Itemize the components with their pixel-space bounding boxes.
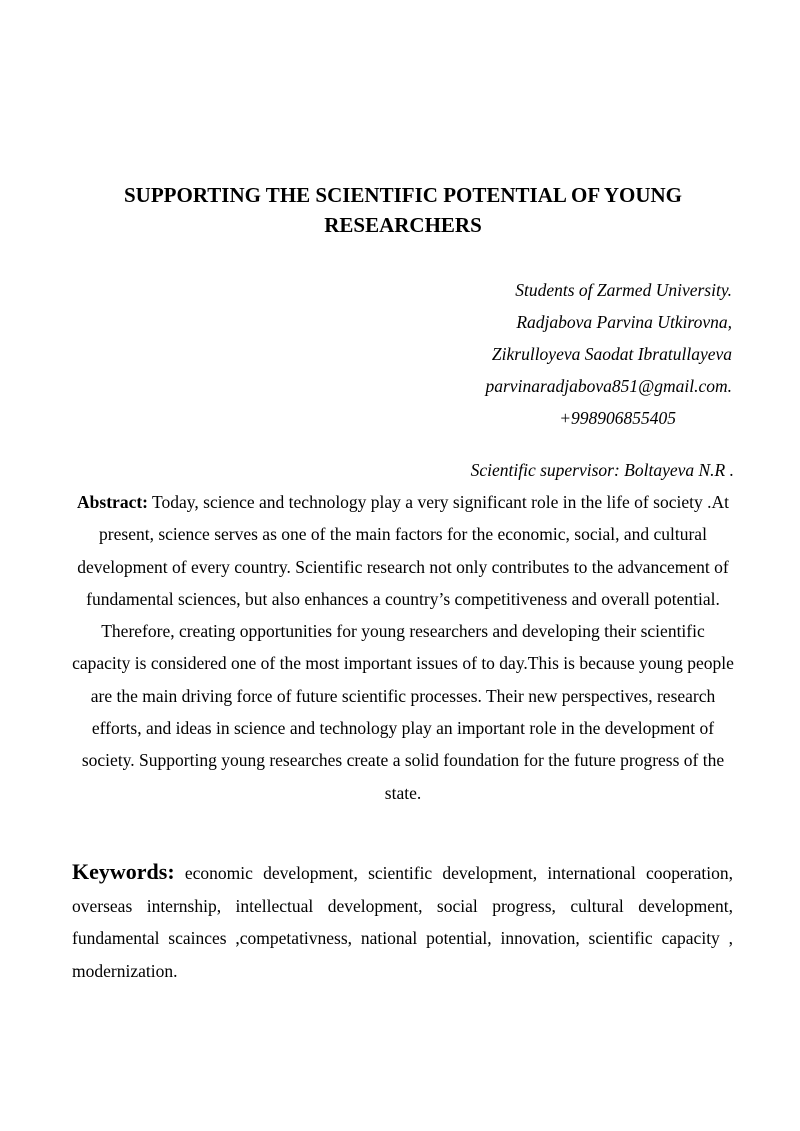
author-email: parvinaradjabova851@gmail.com. xyxy=(485,376,732,396)
scientific-supervisor: Scientific supervisor: Boltayeva N.R . xyxy=(470,460,734,480)
author-affiliation: Students of Zarmed University. xyxy=(515,280,732,300)
keywords-text: economic development, scientific development, international cooperation, overseas internship, intellectual development, social progress, cultural development, fundamental scainces ,competativness, national potential, innovation, scientific capacity , modernization. xyxy=(72,863,733,981)
abstract-paragraph xyxy=(72,486,734,809)
author-block xyxy=(312,274,732,434)
keywords-paragraph xyxy=(72,856,733,987)
paper-title: SUPPORTING THE SCIENTIFIC POTENTIAL OF YOUNG RESEARCHERS xyxy=(124,183,682,237)
abstract-label: Abstract: xyxy=(77,492,148,512)
author-name-2: Zikrulloyeva Saodat Ibratullayeva xyxy=(491,344,732,364)
author-name-1: Radjabova Parvina Utkirovna, xyxy=(516,312,732,332)
keywords-label: Keywords: xyxy=(72,859,175,884)
abstract-text: Today, science and technology play a very significant role in the life of society .At present, science serves as one of the main factors for the economic, social, and cultural development of every country. Scientific research not only contributes to the advancement of fundamental sciences, but also enhances a country’s competitiveness and overall potential. Therefore, creating opportunities for young researchers and developing their scientific capacity is considered one of the most important issues of to day.This is because young people are the main driving force of future scientific processes. Their new perspectives, research efforts, and ideas in science and technology play an important role in the development of society. Supporting young researches create a solid foundation for the future progress of the state. xyxy=(72,492,734,803)
author-phone: +998906855405 xyxy=(559,408,676,428)
